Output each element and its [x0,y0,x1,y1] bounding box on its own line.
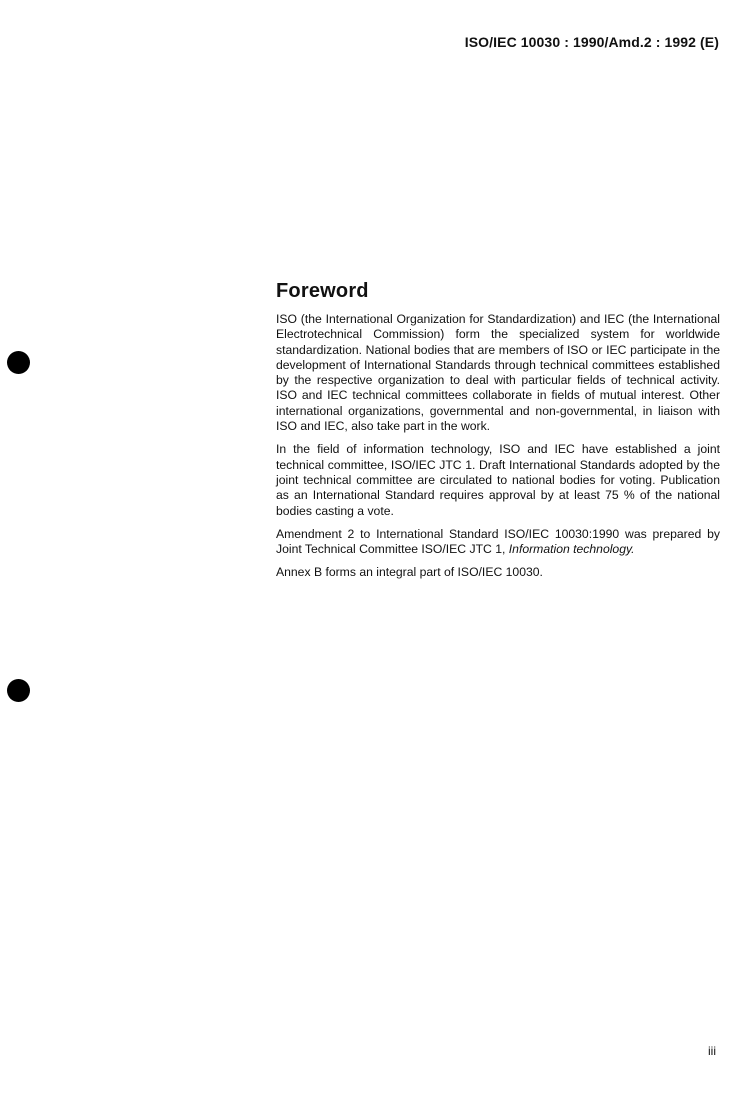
punch-hole-bottom [7,679,30,702]
foreword-paragraph-4: Annex B forms an integral part of ISO/IEC 10030. [276,565,543,580]
foreword-paragraph-3-text: Amendment 2 to International Standard ISO/IEC 10030:1990 was prepared by Joint Technical Committee ISO/IEC JTC 1, [276,526,720,557]
committee-name: Information technology. [508,542,635,557]
foreword-paragraph-3 [276,527,720,558]
foreword-paragraph-1: ISO (the International Organization for Standardization) and IEC (the International Electrotechnical Commission) form the specialized system for worldwide standardization. National bodies that are members of ISO or IEC participate in the development of International Standards through technical committees established by the respective organization to deal with particular fields of technical activity. ISO and IEC technical committees collaborate in fields of mutual interest. Other international organizations, governmental and non-governmental, in liaison with ISO and IEC, also take part in the work. [276,312,720,434]
punch-hole-top [7,351,30,374]
document-header: ISO/IEC 10030 : 1990/Amd.2 : 1992 (E) [464,34,719,50]
foreword-paragraph-2: In the field of information technology, ISO and IEC have established a joint technical committee, ISO/IEC JTC 1. Draft International Standards adopted by the joint technical committee are circulated to national bodies for voting. Publication as an International Standard requires approval by at least 75 % of the national bodies casting a vote. [276,442,720,518]
foreword-section [276,280,720,589]
page-number: iii [708,1044,716,1058]
foreword-title: Foreword [276,280,369,302]
